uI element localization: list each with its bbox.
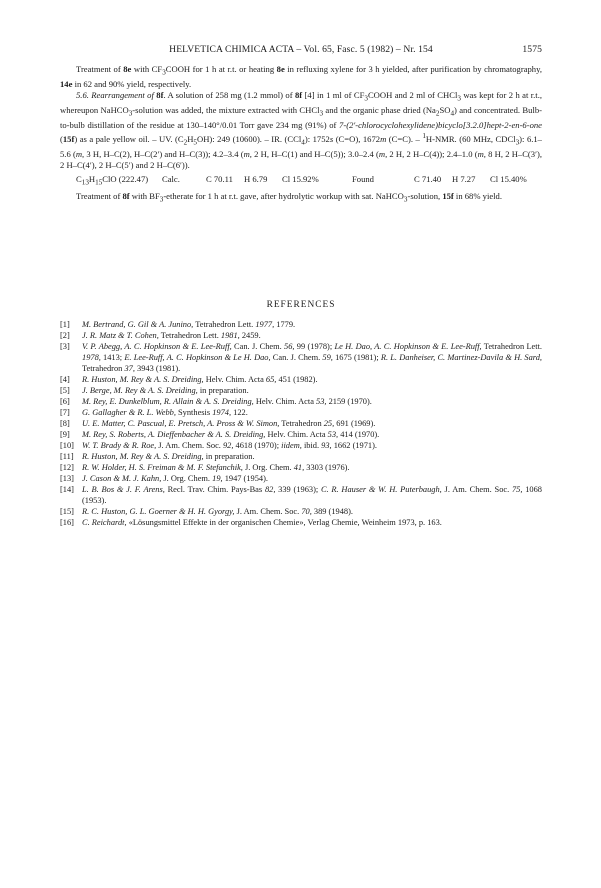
subscript: 4: [301, 138, 305, 147]
reference-volume: 82,: [264, 485, 276, 495]
reference-number: [1]: [60, 320, 70, 330]
subscript: 3: [128, 109, 133, 118]
text-run: in preparation.: [203, 452, 255, 462]
text-run: , 8 H, 2 H–C(3′), 2 H–C(4′), 2 H–C(5′) and 2 H–C(6′)).: [60, 148, 542, 171]
text-run: J. Org. Chem.: [161, 474, 213, 484]
reference-item: [60, 374, 542, 385]
text-run: , 2 H, 2 H–C(4)); 2.4–1.0 (: [385, 148, 478, 159]
text-run: 99 (1978);: [294, 342, 335, 352]
reference-authors: R. L. Danheiser, C. Martinez-Davila & H. Sard,: [380, 353, 543, 363]
text-run: in preparation.: [197, 386, 249, 396]
text-run: COOH and 2 ml of CHCl: [367, 90, 458, 101]
text-run: 3303 (1976).: [304, 463, 350, 473]
text-run: «Lösungsmittel Effekte in der organischen Chemie», Verlag Chemie, Weinheim 1973, p. 163.: [126, 518, 442, 528]
reference-item: [60, 407, 542, 418]
reference-volume: 59,: [322, 353, 333, 363]
page-number: 1575: [522, 44, 542, 55]
reference-authors: M. Rey, E. Dunkelblum, R. Allain & A. S. Dreiding,: [82, 397, 254, 407]
compound-label: 8f: [294, 90, 303, 101]
text-run: Tetrahedron: [82, 364, 125, 374]
reference-volume: 25,: [323, 419, 335, 429]
text-run: C: [76, 174, 82, 185]
reference-volume: 1977,: [255, 320, 275, 330]
reference-volume: 37,: [124, 364, 135, 374]
ir-intensity: s: [329, 134, 334, 145]
text-run: ) as a pale yellow oil. – UV. (C: [74, 134, 184, 145]
subscript: 2: [183, 138, 188, 147]
reference-volume: 1974,: [212, 408, 232, 418]
text-run: , 2 H, H–C(1) and H–C(5)); 3.0–2.4 (: [249, 148, 379, 159]
reference-authors: C. Reichardt,: [82, 518, 127, 528]
text-run: 339 (1963);: [275, 485, 321, 495]
reference-text: [82, 506, 542, 517]
reference-item: [60, 462, 542, 473]
subscript: 15: [95, 179, 103, 188]
text-run: Tetrahedron: [279, 419, 324, 429]
text-run: Helv. Chim. Acta: [253, 397, 317, 407]
reference-text: [82, 341, 542, 374]
text-run: was kept for 2 h at r.t., whereupon NaHCO: [60, 90, 542, 116]
compound-label: 8f: [156, 90, 164, 101]
text-run: (C=O), 1672: [333, 134, 381, 145]
reference-item: [60, 418, 542, 429]
text-run: COOH for 1 h at r.t. or heating: [165, 64, 277, 74]
reference-volume: 92,: [222, 441, 234, 451]
text-run: Synthesis: [175, 408, 213, 418]
subscript: 3: [319, 109, 324, 118]
text-run: [4] in 1 ml of CF: [302, 90, 365, 101]
reference-authors: R. Huston, M. Rey & A. S. Dreiding,: [82, 452, 204, 462]
reference-authors: R. C. Huston, G. L. Goerner & H. H. Gyorgy,: [82, 507, 235, 517]
nmr-multiplicity: m: [243, 148, 250, 159]
reference-item: [60, 473, 542, 484]
text-run: J. Am. Chem. Soc.: [156, 441, 223, 451]
reference-text: [82, 517, 542, 528]
reference-text: [82, 319, 542, 330]
journal-page: [60, 44, 542, 528]
text-run: in 62 and 90% yield, respectively.: [72, 78, 192, 89]
reference-volume: 56,: [284, 342, 295, 352]
text-run: 451 (1982).: [276, 375, 318, 385]
subscript: 4: [450, 109, 455, 118]
reference-volume: 93,: [321, 441, 332, 451]
molecular-formula: [60, 174, 162, 189]
reference-authors: J. Berge, M. Rey & A. S. Dreiding,: [82, 386, 198, 396]
reference-volume: 41,: [293, 463, 305, 473]
text-run: 2159 (1970).: [326, 397, 372, 407]
text-run: in 68% yield.: [453, 191, 502, 202]
reference-number: [5]: [60, 386, 70, 396]
nmr-multiplicity: m: [75, 148, 83, 159]
text-run: ibid.: [301, 441, 322, 451]
text-run: J. Am. Chem. Soc.: [441, 485, 512, 495]
reference-item: [60, 396, 542, 407]
reference-item: [60, 429, 542, 440]
text-run: 1068 (1953).: [82, 485, 542, 506]
calc-h: H 6.79: [244, 174, 268, 185]
nmr-multiplicity: m: [477, 148, 484, 159]
text-run: 414 (1970).: [338, 430, 380, 440]
compound-label: 15f: [442, 191, 454, 202]
subscript: 13: [81, 179, 89, 188]
reference-number: [7]: [60, 408, 70, 418]
reference-item: [60, 484, 542, 506]
reference-number: [4]: [60, 375, 70, 385]
reference-number: [9]: [60, 430, 70, 440]
reference-volume: 70,: [301, 507, 312, 517]
reference-authors: E. Lee-Ruff, A. C. Hopkinson & Le H. Dao,: [124, 353, 271, 363]
compound-label: 8f: [122, 191, 130, 202]
compound-label: 8e: [123, 64, 132, 74]
subscript: 3: [159, 196, 164, 204]
elemental-analysis: [60, 174, 542, 189]
text-run: (C=C). –: [386, 134, 423, 145]
text-run: 389 (1948).: [311, 507, 353, 517]
calc-cl: Cl 15.92%: [282, 174, 319, 185]
reference-number: [16]: [60, 518, 74, 528]
text-run: and the organic phase dried (Na: [323, 105, 436, 116]
found-c: C 71.40: [414, 174, 442, 185]
reference-number: [10]: [60, 441, 74, 451]
subscript: 2: [435, 109, 440, 118]
text-run: Tetrahedron Lett.: [158, 331, 221, 341]
reference-authors: V. P. Abegg, A. C. Hopkinson & E. Lee-Ruff,: [82, 342, 232, 352]
reference-authors: R. Huston, M. Rey & A. S. Dreiding,: [82, 375, 204, 385]
reference-authors: M. Bertrand, G. Gil & A. Junino,: [82, 320, 194, 330]
reference-item: [60, 385, 542, 396]
text-run: -solution was added, the mixture extracted with CHCl: [132, 105, 320, 116]
reference-number: [6]: [60, 397, 70, 407]
reference-authors: C. R. Hauser & W. H. Puterbaugh,: [320, 485, 442, 495]
text-run: 1779.: [274, 320, 296, 330]
reference-volume: 1978,: [82, 353, 101, 363]
compound-name: 7-(2′-chlorocyclohexylidene)bicyclo[3.2.0]hept-2-en-6-one: [339, 119, 542, 130]
reference-text: [82, 440, 542, 451]
text-run: 1662 (1971).: [331, 441, 377, 451]
text-run: 691 (1969).: [334, 419, 376, 429]
paragraph-rearrangement-8f: [60, 90, 542, 171]
ir-intensity: m: [380, 134, 387, 145]
reference-authors: Le H. Dao, A. C. Hopkinson & E. Lee-Ruff,: [334, 342, 482, 352]
reference-number: [2]: [60, 331, 70, 341]
text-run: ) and concentrated. Bulb-to-bulb distillation of the residue at 130–140°/0.01 Torr gave 234 mg (91%) of: [60, 105, 542, 130]
text-run: Can. J. Chem.: [270, 353, 323, 363]
text-run: 3943 (1981).: [134, 364, 181, 374]
subscript: 5: [193, 138, 197, 147]
reference-volume: 65,: [265, 375, 277, 385]
text-run: in refluxing xylene for 3 h yielded, after purification by chromatography,: [284, 64, 542, 74]
reference-authors: M. Rey, S. Roberts, A. Dieffenbacher & A. S. Dreiding,: [82, 430, 266, 440]
reference-item: [60, 517, 542, 528]
found-h: H 7.27: [452, 174, 476, 185]
reference-text: [82, 374, 542, 385]
reference-number: [11]: [60, 452, 74, 462]
reference-authors: W. T. Brady & R. Roe,: [82, 441, 157, 451]
reference-volume: 1981,: [220, 331, 240, 341]
reference-number: [14]: [60, 485, 74, 495]
text-run: Helv. Chim. Acta: [203, 375, 266, 385]
text-run: Recl. Trav. Chim. Pays-Bas: [164, 485, 265, 495]
text-run: 1947 (1954).: [222, 474, 268, 484]
reference-text: [82, 462, 542, 473]
text-run: 4618 (1970);: [233, 441, 282, 451]
text-run: Tetrahedron Lett.: [481, 342, 543, 352]
compound-label: 15f: [62, 134, 75, 145]
reference-text: [82, 418, 542, 429]
reference-text: [82, 407, 542, 418]
text-run: Tetrahedron Lett.: [193, 320, 256, 330]
reference-number: [8]: [60, 419, 70, 429]
reference-text: [82, 473, 542, 484]
text-run: Treatment of: [76, 191, 123, 202]
superscript: 1: [422, 132, 426, 141]
text-run: OH): 249 (10600). – IR. (CCl: [197, 134, 302, 145]
reference-authors: J. Cason & M. J. Kahn,: [82, 474, 162, 484]
text-run: , 3 H, H–C(2), H–C(2′) and H–C(3)); 4.2–3.4 (: [82, 148, 244, 159]
text-run: ): 1752: [304, 134, 330, 145]
reference-authors: iidem,: [281, 441, 302, 451]
text-run: ): 6.1–5.6 (: [60, 134, 542, 159]
text-run: H-NMR. (60 MHz, CDCl: [425, 134, 516, 145]
reference-item: [60, 330, 542, 341]
text-run: . A solution of 258 mg (1.2 mmol) of: [163, 90, 295, 101]
reference-number: [13]: [60, 474, 74, 484]
reference-item: [60, 440, 542, 451]
text-run: -etherate for 1 h at r.t. gave, after hydrolytic workup with sat. NaHCO: [163, 191, 404, 202]
reference-authors: G. Gallagher & R. L. Webb,: [82, 408, 176, 418]
paragraph-treatment-8f: [60, 191, 542, 206]
reference-item: [60, 506, 542, 517]
calc-label: Calc.: [162, 174, 180, 185]
section-title: 5.6. Rearrangement of: [76, 90, 157, 101]
references-heading: REFERENCES: [266, 300, 336, 311]
text-run: with BF: [129, 191, 160, 202]
references-list: [60, 319, 542, 528]
text-run: 122.: [231, 408, 248, 418]
text-run: J. Am. Chem. Soc.: [234, 507, 302, 517]
text-run: (: [60, 134, 63, 145]
subscript: 3: [403, 196, 408, 204]
reference-volume: 75,: [511, 485, 523, 495]
text-run: 2459.: [239, 331, 261, 341]
text-run: H: [187, 134, 194, 145]
text-run: ClO (222.47): [102, 174, 149, 185]
text-run: H: [88, 174, 96, 185]
reference-volume: 53,: [316, 397, 327, 407]
reference-number: [12]: [60, 463, 74, 473]
running-title: HELVETICA CHIMICA ACTA – Vol. 65, Fasc. 5 (1982) – Nr. 154: [169, 44, 433, 55]
running-header: [60, 44, 542, 64]
reference-text: [82, 396, 542, 407]
reference-authors: L. B. Bos & J. F. Arens,: [82, 485, 165, 495]
found-label: Found: [352, 174, 374, 185]
reference-volume: 19,: [212, 474, 223, 484]
text-run: 1675 (1981);: [332, 353, 381, 363]
reference-authors: R. W. Holder, H. S. Freiman & M. F. Stefanchik,: [82, 463, 243, 473]
text-run: 1413;: [100, 353, 125, 363]
reference-authors: U. E. Matter, C. Pascual, E. Pretsch, A. Pross & W. Simon,: [82, 419, 280, 429]
text-run: SO: [439, 105, 451, 116]
reference-item: [60, 341, 542, 374]
found-cl: Cl 15.40%: [490, 174, 527, 185]
reference-item: [60, 451, 542, 462]
reference-text: [82, 451, 542, 462]
reference-authors: J. R. Matz & T. Cohen,: [82, 331, 159, 341]
text-run: Helv. Chim. Acta: [265, 430, 328, 440]
text-run: with CF: [131, 64, 163, 74]
reference-text: [82, 429, 542, 440]
text-run: -solution,: [407, 191, 443, 202]
reference-volume: 53,: [327, 430, 339, 440]
subscript: 3: [162, 68, 166, 77]
compound-label: 14e: [60, 78, 73, 89]
reference-text: [82, 330, 542, 341]
subscript: 3: [457, 94, 461, 103]
reference-text: [82, 385, 542, 396]
reference-number: [15]: [60, 507, 74, 517]
subscript: 3: [364, 94, 368, 103]
paragraph-treatment-8e: [60, 64, 542, 90]
reference-number: [3]: [60, 342, 70, 352]
compound-label: 8e: [276, 64, 285, 74]
reference-item: [60, 319, 542, 330]
reference-text: [82, 484, 542, 506]
text-run: Can. J. Chem.: [231, 342, 285, 352]
text-run: Treatment of: [76, 64, 124, 74]
text-run: J. Org. Chem.: [242, 463, 294, 473]
subscript: 3: [515, 138, 520, 147]
calc-c: C 70.11: [206, 174, 233, 185]
nmr-multiplicity: m: [378, 148, 386, 159]
